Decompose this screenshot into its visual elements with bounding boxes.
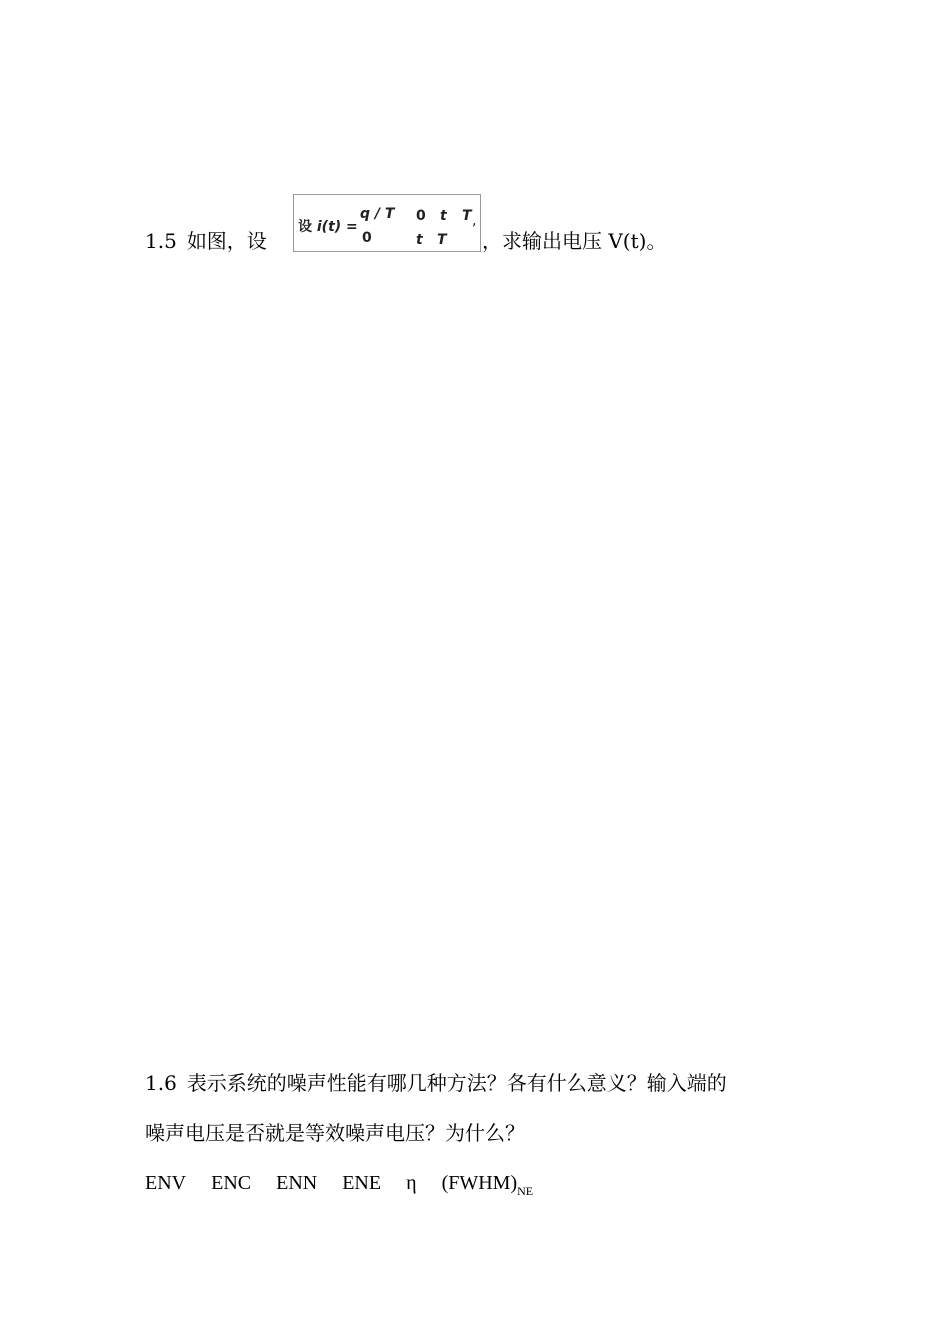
- question-prefix: 如图，设: [186, 229, 267, 253]
- question-number: 1.6: [145, 1071, 177, 1095]
- formula-row1-cond-b: t: [440, 208, 447, 224]
- question-1-6-line-2: [145, 1120, 525, 1146]
- formula-row2-cond-c: T: [437, 232, 447, 248]
- formula-lhs: [298, 216, 358, 236]
- question-1-5: [145, 228, 267, 254]
- fwhm-subscript: NE: [517, 1184, 534, 1198]
- fwhm-main: (FWHM): [441, 1172, 518, 1194]
- question-suffix-line: [482, 228, 666, 254]
- piecewise-formula-image: [293, 194, 481, 252]
- term-ene: ENE: [342, 1172, 382, 1194]
- term-eta: η: [406, 1172, 417, 1194]
- formula-set-char: 设: [298, 219, 312, 235]
- question-1-6-line-1: [145, 1070, 727, 1096]
- term-enn: ENN: [276, 1172, 318, 1194]
- noise-terms-line: [145, 1170, 533, 1204]
- formula-row1-cond-a: 0: [416, 208, 426, 224]
- formula-row1-cond-c: T: [462, 208, 472, 224]
- question-number: 1.5: [145, 229, 177, 253]
- formula-row2-cond-b: t: [416, 232, 423, 248]
- term-env: ENV: [145, 1172, 187, 1194]
- formula-function: i(t) =: [316, 219, 358, 235]
- term-enc: ENC: [211, 1172, 252, 1194]
- term-fwhm: [441, 1172, 534, 1198]
- formula-row1-value: q / T: [360, 206, 395, 222]
- question-text-line-2: 噪声电压是否就是等效噪声电压？为什么？: [145, 1121, 525, 1145]
- question-text-line-1: 表示系统的噪声性能有哪几种方法？各有什么意义？输入端的: [186, 1071, 727, 1095]
- question-suffix: ，求输出电压 V(t)。: [482, 229, 667, 253]
- formula-comma: ,: [472, 213, 477, 229]
- formula-row2-value: 0: [362, 230, 372, 246]
